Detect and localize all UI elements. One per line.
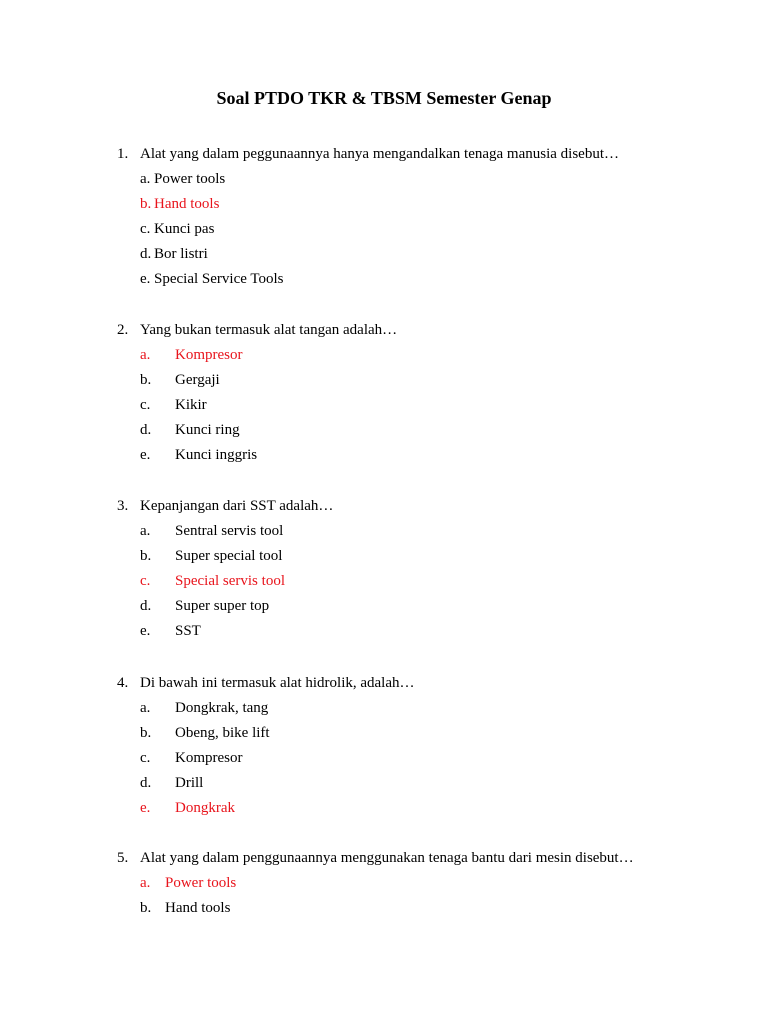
option-d [117, 771, 737, 796]
option-letter: a. [140, 700, 151, 716]
option-letter: b. [140, 196, 152, 212]
option-text: Kunci ring [175, 422, 240, 438]
question-5 [117, 846, 737, 921]
option-text: Kunci pas [154, 221, 215, 237]
option-text: Super super top [175, 598, 270, 614]
option-text: Kunci inggris [175, 447, 258, 463]
option-letter: d. [140, 246, 152, 262]
option-a [117, 167, 737, 192]
question-number: 5. [117, 850, 129, 866]
option-text: Kompresor [175, 347, 243, 363]
option-letter: e. [140, 800, 151, 816]
question-2 [117, 318, 737, 468]
option-text: Dongkrak [175, 800, 235, 816]
option-a [117, 519, 737, 544]
option-letter: e. [140, 447, 151, 463]
option-b [117, 896, 737, 921]
option-letter: c. [140, 573, 151, 589]
question-text: Kepanjangan dari SST adalah… [140, 498, 334, 514]
question-text: Alat yang dalam peggunaannya hanya mengandalkan tenaga manusia disebut… [140, 146, 620, 162]
option-b [117, 544, 737, 569]
option-d [117, 594, 737, 619]
option-letter: a. [140, 523, 151, 539]
option-text: Kompresor [175, 750, 243, 766]
option-a [117, 696, 737, 721]
question-number: 1. [117, 146, 129, 162]
question-1 [117, 142, 737, 292]
option-text: SST [175, 623, 201, 639]
option-text: Bor listri [154, 246, 208, 262]
question-stem [117, 846, 737, 871]
option-a [117, 871, 737, 896]
option-text: Hand tools [165, 900, 231, 916]
option-text: Special servis tool [175, 573, 285, 589]
option-text: Special Service Tools [154, 271, 284, 287]
question-stem [117, 671, 737, 696]
question-text: Di bawah ini termasuk alat hidrolik, adalah… [140, 675, 415, 691]
document-title: Soal PTDO TKR & TBSM Semester Genap [216, 88, 552, 108]
question-stem [117, 318, 737, 343]
option-text: Obeng, bike lift [175, 725, 270, 741]
option-letter: b. [140, 725, 152, 741]
option-c [117, 569, 737, 594]
question-number: 4. [117, 675, 129, 691]
question-number: 2. [117, 322, 129, 338]
option-letter: e. [140, 623, 151, 639]
option-letter: d. [140, 598, 152, 614]
option-letter: b. [140, 372, 152, 388]
option-b [117, 192, 737, 217]
option-text: Sentral servis tool [175, 523, 284, 539]
option-b [117, 721, 737, 746]
option-text: Kikir [175, 397, 207, 413]
option-text: Power tools [165, 875, 237, 891]
option-letter: c. [140, 397, 151, 413]
option-letter: c. [140, 750, 151, 766]
option-c [117, 746, 737, 771]
option-e [117, 443, 737, 468]
option-letter: b. [140, 548, 152, 564]
question-3 [117, 494, 737, 644]
option-text: Dongkrak, tang [175, 700, 269, 716]
option-letter: c. [140, 221, 151, 237]
option-b [117, 368, 737, 393]
question-number: 3. [117, 498, 129, 514]
option-letter: a. [140, 171, 151, 187]
option-text: Super special tool [175, 548, 283, 564]
option-e [117, 619, 737, 644]
option-letter: a. [140, 875, 151, 891]
option-letter: d. [140, 422, 152, 438]
option-e [117, 267, 737, 292]
option-text: Drill [175, 775, 204, 791]
option-d [117, 418, 737, 443]
question-text: Yang bukan termasuk alat tangan adalah… [140, 322, 398, 338]
option-c [117, 393, 737, 418]
option-letter: a. [140, 347, 151, 363]
question-stem [117, 142, 737, 167]
option-text: Hand tools [154, 196, 220, 212]
question-4 [117, 671, 737, 821]
option-text: Gergaji [175, 372, 220, 388]
question-stem [117, 494, 737, 519]
option-letter: d. [140, 775, 152, 791]
option-e [117, 796, 737, 821]
question-text: Alat yang dalam penggunaannya menggunakan tenaga bantu dari mesin disebut… [140, 850, 634, 866]
option-letter: b. [140, 900, 152, 916]
option-d [117, 242, 737, 267]
option-c [117, 217, 737, 242]
option-text: Power tools [154, 171, 226, 187]
option-a [117, 343, 737, 368]
option-letter: e. [140, 271, 151, 287]
